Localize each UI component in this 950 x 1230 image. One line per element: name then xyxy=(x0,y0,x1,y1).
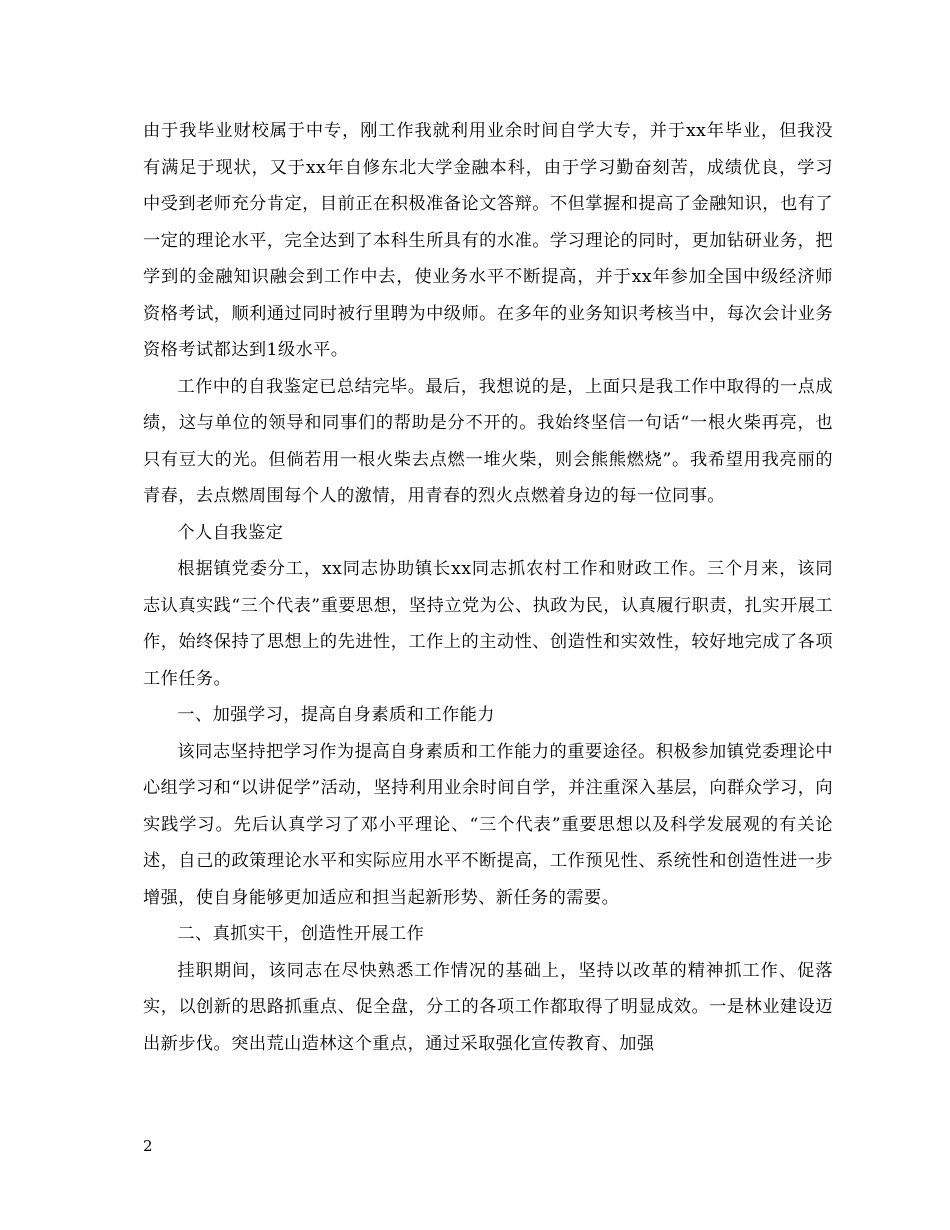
section-heading-learning: 一、加强学习，提高自身素质和工作能力 xyxy=(177,705,495,725)
paragraph-conclusion: 工作中的自我鉴定已总结完毕。最后，我想说的是，上面只是我工作中取得的一点成绩，这与单位的领导和同事们的帮助是分不开的。我始终坚信一句话“一根火柴再亮，也只有豆大的光。但倘若用一根火柴去点燃一堆火柴，则会熊熊燃烧”。我希望用我亮丽的青春，去点燃周围每个人的激情，用青春的烈火点燃着身边的每一位同事。 xyxy=(143,376,833,506)
paragraph-learning: 该同志坚持把学习作为提高自身素质和工作能力的重要途径。积极参加镇党委理论中心组学习和“以讲促学”活动，坚持利用业余时间自学，并注重深入基层，向群众学习，向实践学习。先后认真学习了邓小平理论、“三个代表”重要思想以及科学发展观的有关论述，自己的政策理论水平和实际应用水平不断提高，工作预见性、系统性和创造性进一步增强，使自身能够更加适应和担当起新形势、新任务的需要。 xyxy=(143,741,833,908)
page-number: 2 xyxy=(143,1137,153,1155)
section-title-self-appraisal: 个人自我鉴定 xyxy=(177,522,284,543)
paragraph-study-history: 由于我毕业财校属于中专，刚工作我就利用业余时间自学大专，并于xx年毕业，但我没有满足于现状，又于xx年自修东北大学金融本科，由于学习勤奋刻苦，成绩优良，学习中受到老师充分肯定，目前正在积极准备论文答辩。不但掌握和提高了金融知识，也有了一定的理论水平，完全达到了本科生所具有的水准。学习理论的同时，更加钻研业务，把学到的金融知识融会到工作中去，使业务水平不断提高，并于xx年参加全国中级经济师资格考试，顺利通过同时被行里聘为中级师。在多年的业务知识考核当中，每次会计业务资格考试都达到1级水平。 xyxy=(143,121,833,360)
paragraph-assignment: 根据镇党委分工，xx同志协助镇长xx同志抓农村工作和财政工作。三个月来，该同志认真实践“三个代表”重要思想，坚持立党为公、执政为民，认真履行职责，扎实开展工作，始终保持了思想上的先进性，工作上的主动性、创造性和实效性，较好地完成了各项工作任务。 xyxy=(143,559,833,689)
paragraph-work: 挂职期间，该同志在尽快熟悉工作情况的基础上，坚持以改革的精神抓工作、促落实，以创新的思路抓重点、促全盘，分工的各项工作都取得了明显成效。一是林业建设迈出新步伐。突出荒山造林这个重点，通过采取强化宣传教育、加强 xyxy=(143,960,833,1054)
section-heading-work: 二、真抓实干，创造性开展工作 xyxy=(177,924,425,944)
document-body xyxy=(143,113,833,1062)
